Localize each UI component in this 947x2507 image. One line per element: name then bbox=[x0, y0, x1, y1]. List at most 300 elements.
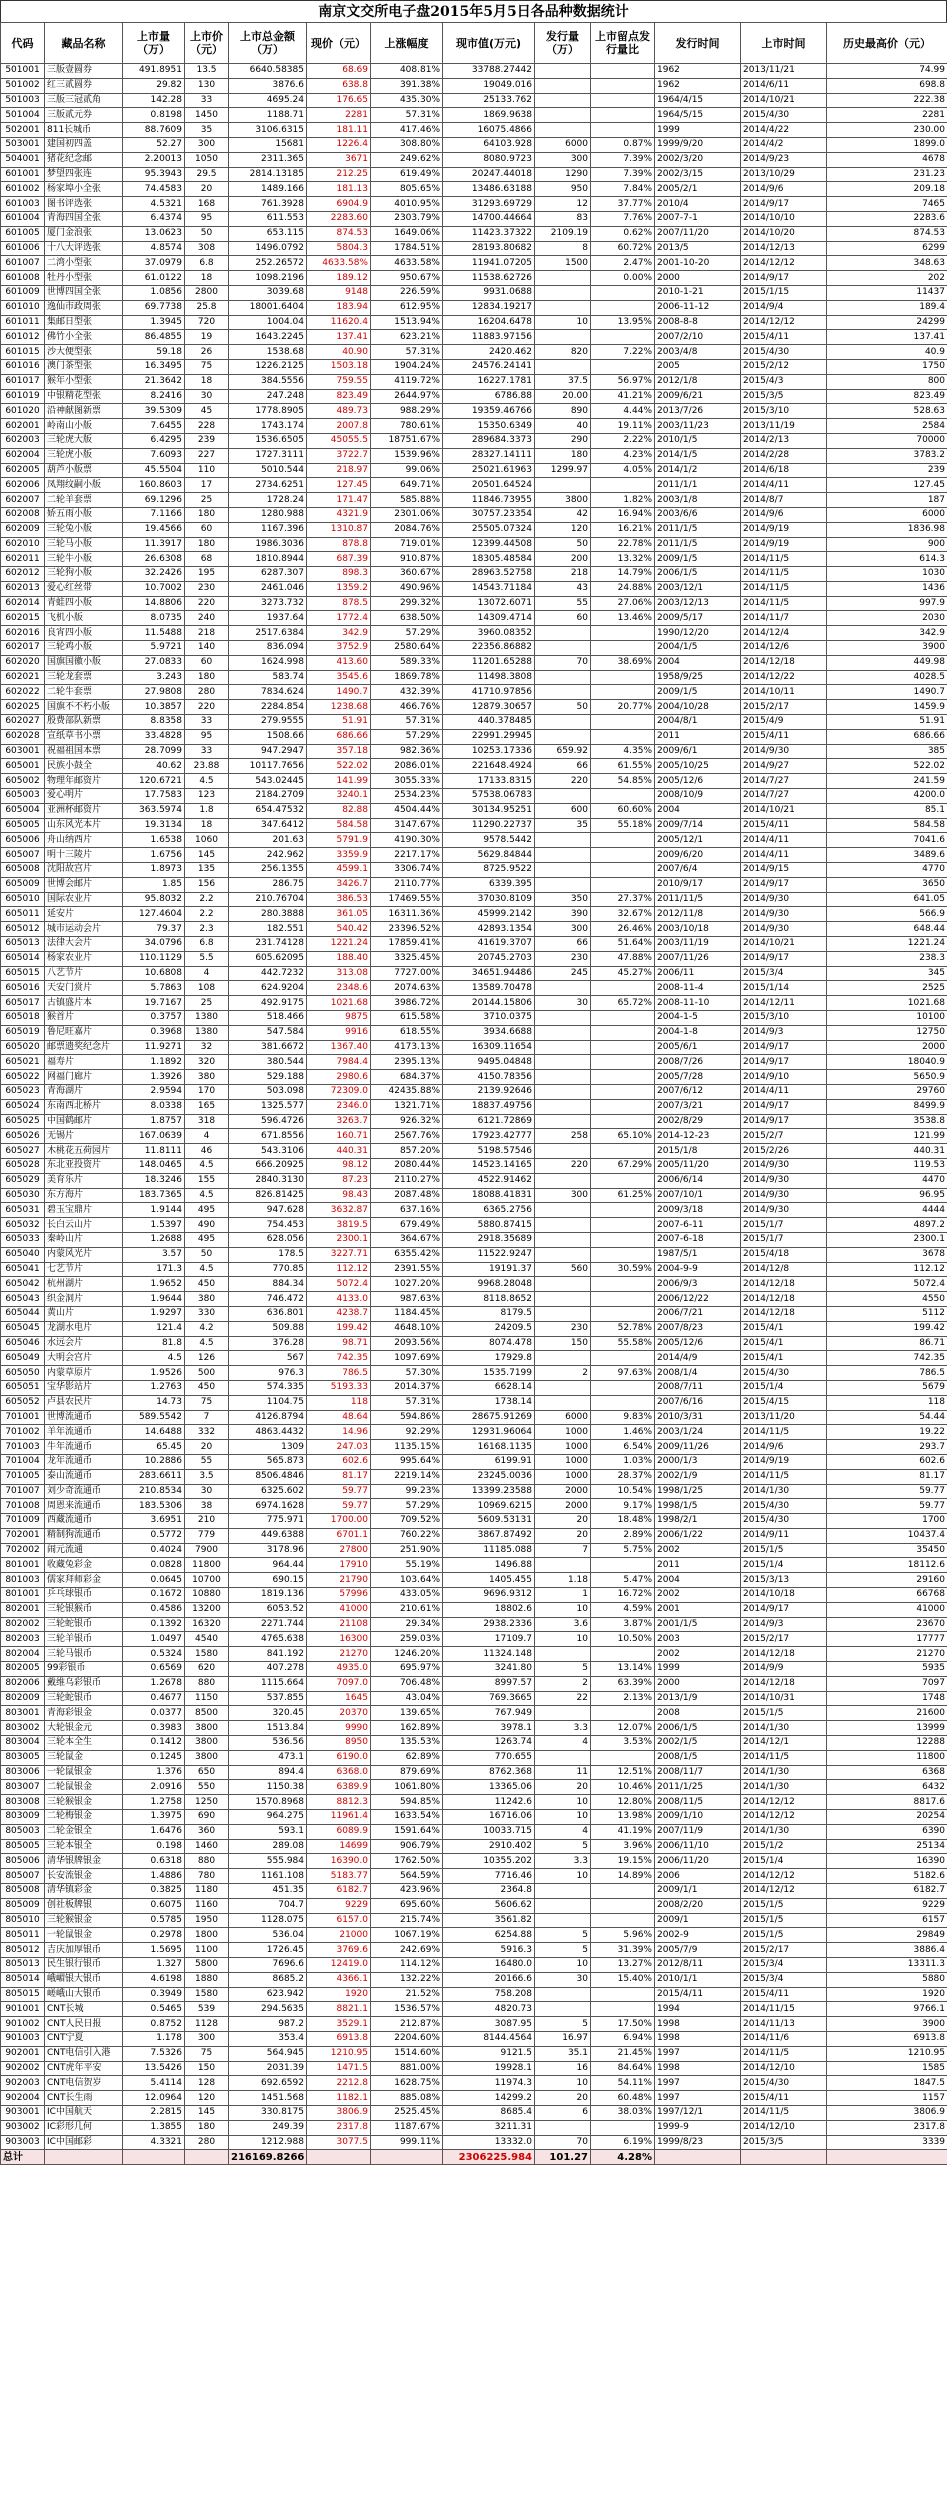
table-cell: 5.9721 bbox=[123, 641, 185, 656]
table-cell: 1847.5 bbox=[827, 2076, 947, 2091]
table-cell: 14.96 bbox=[307, 1425, 371, 1440]
table-cell: 490.96% bbox=[371, 581, 443, 596]
table-cell: 802006 bbox=[1, 1676, 45, 1691]
table-cell: 青海湖片 bbox=[45, 1084, 123, 1099]
table-cell: 11.5488 bbox=[123, 626, 185, 641]
table-cell: 3960.08352 bbox=[443, 626, 535, 641]
table-cell: 227 bbox=[185, 448, 229, 463]
table-row bbox=[1, 211, 947, 226]
table-cell: 2 bbox=[535, 1676, 591, 1691]
table-cell: 世博流通币 bbox=[45, 1410, 123, 1425]
table-cell: 605015 bbox=[1, 966, 45, 981]
table-cell: 11201.65288 bbox=[443, 655, 535, 670]
table-cell: 780 bbox=[185, 1869, 229, 1884]
table-cell: 27.0833 bbox=[123, 655, 185, 670]
table-cell: 2006/12/22 bbox=[655, 1292, 741, 1307]
table-cell: 6.8 bbox=[185, 937, 229, 952]
table-cell: 9495.04848 bbox=[443, 1055, 535, 1070]
table-cell bbox=[535, 330, 591, 345]
table-cell: 11.3917 bbox=[123, 537, 185, 552]
table-cell: 347.6412 bbox=[229, 818, 307, 833]
table-cell: 1.9644 bbox=[123, 1292, 185, 1307]
table-cell: 353.4 bbox=[229, 2031, 307, 2046]
table-cell: 1743.174 bbox=[229, 419, 307, 434]
table-cell: 98.12 bbox=[307, 1158, 371, 1173]
table-cell: 3867.87492 bbox=[443, 1528, 535, 1543]
table-cell: 三轮兔小版 bbox=[45, 522, 123, 537]
table-cell: 1958/9/25 bbox=[655, 670, 741, 685]
table-cell: 4126.8794 bbox=[229, 1410, 307, 1425]
table-cell: 3426.7 bbox=[307, 877, 371, 892]
table-cell: 440.31 bbox=[827, 1144, 947, 1159]
table-cell: 17109.7 bbox=[443, 1632, 535, 1647]
table-cell: 2015/3/5 bbox=[741, 389, 827, 404]
table-cell: 16300 bbox=[307, 1632, 371, 1647]
table-cell: 605030 bbox=[1, 1188, 45, 1203]
table-cell: 746.472 bbox=[229, 1292, 307, 1307]
table-cell: 4.59% bbox=[591, 1602, 655, 1617]
table-cell: 1726.45 bbox=[229, 1943, 307, 1958]
table-cell: 230 bbox=[535, 1321, 591, 1336]
table-cell: 1869.9638 bbox=[443, 108, 535, 123]
table-cell: 1998/1/5 bbox=[655, 1499, 741, 1514]
table-cell: 2814.13185 bbox=[229, 167, 307, 182]
table-cell: 605011 bbox=[1, 907, 45, 922]
table-cell: 612.95% bbox=[371, 300, 443, 315]
table-cell: 10253.17336 bbox=[443, 744, 535, 759]
table-cell: 2015/4/11 bbox=[655, 1987, 741, 2002]
table-cell: 织金洞片 bbox=[45, 1292, 123, 1307]
table-cell: 乒乓球银币 bbox=[45, 1588, 123, 1603]
table-cell: 601012 bbox=[1, 330, 45, 345]
table-cell: 605050 bbox=[1, 1366, 45, 1381]
table-cell: 987.2 bbox=[229, 2017, 307, 2032]
table-cell: 6432 bbox=[827, 1780, 947, 1795]
table-cell: 23670 bbox=[827, 1617, 947, 1632]
table-cell: 5935 bbox=[827, 1662, 947, 1677]
table-cell: 64103.928 bbox=[443, 137, 535, 152]
table-row bbox=[1, 1884, 947, 1899]
table-cell: 4.35% bbox=[591, 744, 655, 759]
table-cell: 605001 bbox=[1, 759, 45, 774]
table-row bbox=[1, 1795, 947, 1810]
table-cell: 6974.1628 bbox=[229, 1499, 307, 1514]
table-cell: 古镇盛片本 bbox=[45, 996, 123, 1011]
table-cell: 2014/2/13 bbox=[741, 433, 827, 448]
column-header: 历史最高价（元） bbox=[827, 23, 947, 64]
table-cell: 4.5 bbox=[185, 1336, 229, 1351]
table-cell: 1962 bbox=[655, 64, 741, 79]
table-cell: 8685.2 bbox=[229, 1972, 307, 1987]
table-cell: 2030 bbox=[827, 611, 947, 626]
table-cell: 926.32% bbox=[371, 1114, 443, 1129]
table-cell: 1128 bbox=[185, 2017, 229, 2032]
table-cell: 3800 bbox=[185, 1736, 229, 1751]
table-cell: 15681 bbox=[229, 137, 307, 152]
table-cell: 7041.6 bbox=[827, 833, 947, 848]
table-cell: 8685.4 bbox=[443, 2105, 535, 2120]
table-cell: 666.20925 bbox=[229, 1158, 307, 1173]
table-cell: 786.5 bbox=[307, 1366, 371, 1381]
table-cell: 210.61% bbox=[371, 1602, 443, 1617]
table-cell: 75 bbox=[185, 2046, 229, 2061]
table-cell bbox=[591, 2002, 655, 2017]
table-row bbox=[1, 1499, 947, 1514]
table-cell: 910.87% bbox=[371, 552, 443, 567]
table-cell: 清华银牌银金 bbox=[45, 1854, 123, 1869]
table-cell: 13332.0 bbox=[443, 2135, 535, 2150]
table-cell: 218 bbox=[535, 567, 591, 582]
table-cell: 4366.1 bbox=[307, 1972, 371, 1987]
table-cell: 82.88 bbox=[307, 803, 371, 818]
table-cell: 0.00% bbox=[591, 271, 655, 286]
table-cell: 1.3975 bbox=[123, 1810, 185, 1825]
table-cell: 7.84% bbox=[591, 182, 655, 197]
table-cell: 805005 bbox=[1, 1839, 45, 1854]
table-cell: 黄山片 bbox=[45, 1306, 123, 1321]
table-cell: 2910.402 bbox=[443, 1839, 535, 1854]
table-cell: 605028 bbox=[1, 1158, 45, 1173]
table-cell: 2364.8 bbox=[443, 1884, 535, 1899]
table-cell: 2006/1/22 bbox=[655, 1528, 741, 1543]
table-cell: 13.5426 bbox=[123, 2061, 185, 2076]
table-cell: 1990/12/20 bbox=[655, 626, 741, 641]
table-cell: 11961.4 bbox=[307, 1810, 371, 1825]
table-cell: 14.6488 bbox=[123, 1425, 185, 1440]
table-cell: 7.39% bbox=[591, 152, 655, 167]
table-cell: 199.42 bbox=[307, 1321, 371, 1336]
table-cell: 延安片 bbox=[45, 907, 123, 922]
table-cell: 1937.64 bbox=[229, 611, 307, 626]
table-cell: 435.30% bbox=[371, 93, 443, 108]
table-cell: 27800 bbox=[307, 1543, 371, 1558]
table-cell: 602028 bbox=[1, 729, 45, 744]
table-cell: 165 bbox=[185, 1099, 229, 1114]
table-cell: 2015/2/17 bbox=[741, 1632, 827, 1647]
table-cell: 1450 bbox=[185, 108, 229, 123]
table-cell: 邮票遗奖纪念片 bbox=[45, 1040, 123, 1055]
table-cell: 1649.06% bbox=[371, 226, 443, 241]
table-cell: 4863.4432 bbox=[229, 1425, 307, 1440]
table-cell: 5.7863 bbox=[123, 981, 185, 996]
table-cell bbox=[591, 1084, 655, 1099]
table-cell: 1999-9 bbox=[655, 2120, 741, 2135]
table-cell bbox=[535, 848, 591, 863]
table-cell: 14700.44664 bbox=[443, 211, 535, 226]
table-cell: 249.39 bbox=[229, 2120, 307, 2135]
table-cell: 879.69% bbox=[371, 1765, 443, 1780]
table-cell: 491.8951 bbox=[123, 64, 185, 79]
table-cell: 牡丹小型张 bbox=[45, 271, 123, 286]
table-cell: 2008-11-4 bbox=[655, 981, 741, 996]
table-cell: 2014/11/5 bbox=[741, 1425, 827, 1440]
table-row bbox=[1, 685, 947, 700]
table-cell: 2009/6/20 bbox=[655, 848, 741, 863]
table-cell: 7097.0 bbox=[307, 1676, 371, 1691]
table-cell: 2007/6/4 bbox=[655, 863, 741, 878]
total-label: 总计 bbox=[1, 2150, 45, 2165]
table-cell bbox=[591, 1306, 655, 1321]
table-cell: 2015/3/10 bbox=[741, 404, 827, 419]
table-cell: 1280.988 bbox=[229, 507, 307, 522]
table-cell: 5679 bbox=[827, 1380, 947, 1395]
table-cell: 3178.96 bbox=[229, 1543, 307, 1558]
table-cell: 59.18 bbox=[123, 345, 185, 360]
table-cell: 1.6756 bbox=[123, 848, 185, 863]
table-cell: 690.15 bbox=[229, 1573, 307, 1588]
table-cell: 602020 bbox=[1, 655, 45, 670]
table-cell: 2014/12/18 bbox=[741, 1647, 827, 1662]
table-cell: 0.6318 bbox=[123, 1854, 185, 1869]
table-cell: 605005 bbox=[1, 818, 45, 833]
table-cell: 11538.62726 bbox=[443, 271, 535, 286]
table-cell: 6368 bbox=[827, 1765, 947, 1780]
table-cell: 759.55 bbox=[307, 374, 371, 389]
table-cell: 585.88% bbox=[371, 493, 443, 508]
table-cell: 137.41 bbox=[307, 330, 371, 345]
table-cell bbox=[535, 108, 591, 123]
table-cell: IC中国邮彩 bbox=[45, 2135, 123, 2150]
table-cell: 2012/11/8 bbox=[655, 907, 741, 922]
table-cell: 12288 bbox=[827, 1736, 947, 1751]
table-cell: 2014/9/6 bbox=[741, 1440, 827, 1455]
table-cell bbox=[591, 1706, 655, 1721]
table-cell: 690 bbox=[185, 1810, 229, 1825]
table-cell: 三轮鸡小版 bbox=[45, 641, 123, 656]
table-cell: 74.99 bbox=[827, 64, 947, 79]
table-cell: 6000 bbox=[535, 1410, 591, 1425]
table-cell: 121.99 bbox=[827, 1129, 947, 1144]
table-cell: 2014/9/17 bbox=[741, 1114, 827, 1129]
table-cell: 87.23 bbox=[307, 1173, 371, 1188]
table-cell: 4150.78356 bbox=[443, 1070, 535, 1085]
table-cell: 8762.368 bbox=[443, 1765, 535, 1780]
table-cell: 0.5324 bbox=[123, 1647, 185, 1662]
table-row bbox=[1, 1958, 947, 1973]
column-header: 上市量（万） bbox=[123, 23, 185, 64]
table-cell: 8 bbox=[535, 241, 591, 256]
table-cell: 86.4855 bbox=[123, 330, 185, 345]
table-cell: 950.67% bbox=[371, 271, 443, 286]
total-cell bbox=[45, 2150, 123, 2165]
table-cell: 2009/1/5 bbox=[655, 685, 741, 700]
table-cell: 1536.6505 bbox=[229, 433, 307, 448]
table-cell: 2283.6 bbox=[827, 211, 947, 226]
table-cell: 3783.2 bbox=[827, 448, 947, 463]
table-cell: 180 bbox=[185, 670, 229, 685]
table-cell: 1187.67% bbox=[371, 2120, 443, 2135]
table-cell: 121.4 bbox=[123, 1321, 185, 1336]
table-cell: 2.2815 bbox=[123, 2105, 185, 2120]
table-cell: 2005 bbox=[655, 359, 741, 374]
table-cell: 2013/11/21 bbox=[741, 64, 827, 79]
table-cell: 495 bbox=[185, 1203, 229, 1218]
table-cell: 7834.624 bbox=[229, 685, 307, 700]
table-cell: 30.59% bbox=[591, 1262, 655, 1277]
table-cell: 4935.0 bbox=[307, 1662, 371, 1677]
table-cell: 1027.20% bbox=[371, 1277, 443, 1292]
table-cell: 2014/11/5 bbox=[741, 1750, 827, 1765]
table-cell: 720 bbox=[185, 315, 229, 330]
table-cell: 2517.6384 bbox=[229, 626, 307, 641]
table-cell: 611.553 bbox=[229, 211, 307, 226]
table-row bbox=[1, 1440, 947, 1455]
table-cell: 1727.3111 bbox=[229, 448, 307, 463]
table-cell bbox=[535, 789, 591, 804]
table-cell: 1998 bbox=[655, 2017, 741, 2032]
table-cell: 1021.68 bbox=[827, 996, 947, 1011]
table-cell: 3240.1 bbox=[307, 789, 371, 804]
table-cell: 120 bbox=[535, 522, 591, 537]
table-cell: 2014/12/18 bbox=[741, 1676, 827, 1691]
table-cell: 17910 bbox=[307, 1558, 371, 1573]
table-cell: 2000 bbox=[655, 271, 741, 286]
total-row bbox=[1, 2150, 947, 2165]
table-cell: 羊年流通币 bbox=[45, 1425, 123, 1440]
table-row bbox=[1, 448, 947, 463]
table-cell: 17 bbox=[185, 478, 229, 493]
table-cell: 20 bbox=[185, 182, 229, 197]
table-cell: 81.17 bbox=[307, 1469, 371, 1484]
table-cell: 2007-7-1 bbox=[655, 211, 741, 226]
table-cell: 1880 bbox=[185, 1972, 229, 1987]
table-row bbox=[1, 863, 947, 878]
table-cell: 1585 bbox=[827, 2061, 947, 2076]
table-cell bbox=[591, 685, 655, 700]
table-cell: 4010.95% bbox=[371, 197, 443, 212]
table-cell: 5.4114 bbox=[123, 2076, 185, 2091]
total-cell: 2306225.984 bbox=[443, 2150, 535, 2165]
table-cell: 504001 bbox=[1, 152, 45, 167]
table-cell: 1405.455 bbox=[443, 1573, 535, 1588]
table-cell: 2013/11/20 bbox=[741, 1410, 827, 1425]
table-cell: 2300.1 bbox=[307, 1232, 371, 1247]
table-cell: 698.8 bbox=[827, 78, 947, 93]
table-row bbox=[1, 493, 947, 508]
table-cell: 1580 bbox=[185, 1987, 229, 2002]
table-cell: CNT电信贺岁 bbox=[45, 2076, 123, 2091]
table-cell: 1964/5/15 bbox=[655, 108, 741, 123]
table-cell bbox=[591, 626, 655, 641]
table-cell: 1998 bbox=[655, 2061, 741, 2076]
table-cell: 2011 bbox=[655, 729, 741, 744]
table-cell: 2014/12/10 bbox=[741, 2061, 827, 2076]
table-cell: 85.1 bbox=[827, 803, 947, 818]
table-cell: 618.55% bbox=[371, 1025, 443, 1040]
table-cell: 2014/4/11 bbox=[741, 478, 827, 493]
table-cell: 99.23% bbox=[371, 1484, 443, 1499]
table-cell: 2110.77% bbox=[371, 877, 443, 892]
table-cell: 539 bbox=[185, 2002, 229, 2017]
table-cell: 10.54% bbox=[591, 1484, 655, 1499]
table-cell: 2217.17% bbox=[371, 848, 443, 863]
table-cell: 3800 bbox=[185, 1750, 229, 1765]
table-cell: 51.91 bbox=[827, 715, 947, 730]
table-cell: 594.85% bbox=[371, 1795, 443, 1810]
table-cell: 6628.14 bbox=[443, 1380, 535, 1395]
table-cell: 21790 bbox=[307, 1573, 371, 1588]
table-cell: 45.5504 bbox=[123, 463, 185, 478]
table-cell: 57.31% bbox=[371, 345, 443, 360]
total-cell bbox=[655, 2150, 741, 2165]
table-cell: 1436 bbox=[827, 581, 947, 596]
table-cell: 2014/12/11 bbox=[741, 996, 827, 1011]
table-cell: 2014/11/5 bbox=[741, 2046, 827, 2061]
table-cell: 601002 bbox=[1, 182, 45, 197]
table-cell bbox=[591, 1987, 655, 2002]
table-cell: 大明会宫片 bbox=[45, 1351, 123, 1366]
table-cell: 4119.72% bbox=[371, 374, 443, 389]
table-cell: 1.2688 bbox=[123, 1232, 185, 1247]
table-cell: 2014/12/12 bbox=[741, 256, 827, 271]
table-cell bbox=[591, 863, 655, 878]
table-cell: 7 bbox=[535, 1543, 591, 1558]
table-cell: 国旗国徽小版 bbox=[45, 655, 123, 670]
table-cell: 25021.61963 bbox=[443, 463, 535, 478]
table-cell: 4.5 bbox=[185, 1262, 229, 1277]
table-cell: 2004 bbox=[655, 803, 741, 818]
table-cell: 518.466 bbox=[229, 1011, 307, 1026]
table-cell: 226.59% bbox=[371, 285, 443, 300]
table-cell: 2014/9/6 bbox=[741, 507, 827, 522]
table-cell: 逸仙市政周张 bbox=[45, 300, 123, 315]
table-cell bbox=[591, 1232, 655, 1247]
table-cell: 605007 bbox=[1, 848, 45, 863]
table-cell: 99.06% bbox=[371, 463, 443, 478]
table-cell: 59.77 bbox=[307, 1484, 371, 1499]
table-cell: IC彩形几何 bbox=[45, 2120, 123, 2135]
table-cell: 805003 bbox=[1, 1824, 45, 1839]
table-cell: 2007/11/26 bbox=[655, 951, 741, 966]
table-cell: 二轮羊套票 bbox=[45, 493, 123, 508]
table-cell: 61.0122 bbox=[123, 271, 185, 286]
table-cell: 5880 bbox=[827, 1972, 947, 1987]
table-cell: 66 bbox=[535, 937, 591, 952]
table-cell: 1000 bbox=[535, 1454, 591, 1469]
table-cell: 20 bbox=[535, 1514, 591, 1529]
table-cell: 593.1 bbox=[229, 1824, 307, 1839]
table-cell bbox=[535, 1987, 591, 2002]
table-cell: 0.6569 bbox=[123, 1662, 185, 1677]
table-cell: 6365.2756 bbox=[443, 1203, 535, 1218]
table-cell: 3241.80 bbox=[443, 1662, 535, 1677]
table-cell: 13365.06 bbox=[443, 1780, 535, 1795]
table-cell: 2006-11-12 bbox=[655, 300, 741, 315]
table-cell: 603001 bbox=[1, 744, 45, 759]
table-cell: 589.5542 bbox=[123, 1410, 185, 1425]
table-cell: 2014/1/5 bbox=[655, 448, 741, 463]
table-cell: 55.18% bbox=[591, 818, 655, 833]
table-cell: 2014/9/19 bbox=[741, 1454, 827, 1469]
table-cell: 12399.44508 bbox=[443, 537, 535, 552]
table-cell: 1150 bbox=[185, 1691, 229, 1706]
table-row bbox=[1, 1218, 947, 1233]
table-cell: 13.98% bbox=[591, 1810, 655, 1825]
table-cell: 1098.2196 bbox=[229, 271, 307, 286]
table-cell: 38 bbox=[185, 1499, 229, 1514]
table-cell: 501001 bbox=[1, 64, 45, 79]
table-cell: 6157.0 bbox=[307, 1913, 371, 1928]
table-row bbox=[1, 552, 947, 567]
table-cell: 11324.148 bbox=[443, 1647, 535, 1662]
table-cell: 2084.76% bbox=[371, 522, 443, 537]
table-cell: 0.4024 bbox=[123, 1543, 185, 1558]
table-cell: 2002/3/15 bbox=[655, 167, 741, 182]
table-cell: 605051 bbox=[1, 1380, 45, 1395]
table-row bbox=[1, 241, 947, 256]
table-cell: 901002 bbox=[1, 2017, 45, 2032]
table-cell: 2002-9 bbox=[655, 1928, 741, 1943]
